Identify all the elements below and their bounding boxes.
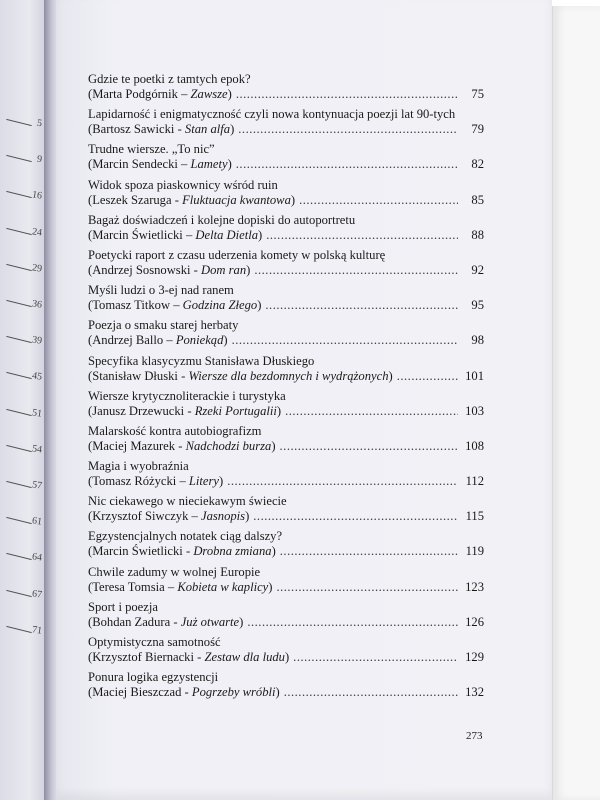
entry-author-row: [88, 193, 484, 208]
entry-title: Chwile zadumy w wolnej Europie: [88, 564, 261, 579]
entry-page-number: 98: [471, 333, 484, 348]
toc-entry: [88, 389, 484, 419]
dot-leader: [253, 509, 458, 524]
entry-author-row: [88, 580, 484, 595]
leader-fragment: [6, 264, 31, 271]
entry-title: Trudne wiersze. „To nic”: [88, 142, 215, 157]
entry-title: Magia i wyobraźnia: [88, 459, 189, 474]
book-title: Godzina Złego: [182, 298, 258, 313]
left-page-number: 61: [31, 515, 43, 528]
entry-page-number: 101: [465, 368, 484, 383]
author-name: Marcin Sendecki: [92, 157, 178, 172]
author-separator: –: [191, 509, 198, 524]
page-edge: [552, 6, 600, 800]
dot-leader: [265, 298, 458, 313]
left-page-number: 39: [31, 334, 43, 347]
entry-author: (Krzysztof Siwczyk – Jasnopis): [88, 509, 250, 524]
leader-fragment: [6, 155, 31, 162]
book-title: Litery: [188, 474, 220, 489]
leader-fragment: [6, 300, 31, 307]
entry-page-number: 123: [465, 579, 484, 594]
leader-fragment: [6, 589, 31, 596]
entry-author-row: [88, 404, 484, 419]
entry-page-number: 112: [465, 474, 484, 489]
entry-author: (Bartosz Sawicki - Stan alfa): [88, 122, 235, 137]
author-name: Bartosz Sawicki: [92, 122, 175, 137]
author-separator: -: [187, 403, 192, 418]
entry-title: Nic ciekawego w nieciekawym świecie: [88, 494, 287, 509]
entry-author-row: [88, 369, 484, 384]
author-name: Leszek Szaruga: [92, 192, 172, 207]
toc-entry: [88, 72, 484, 102]
entry-title: Wiersze krytycznoliterackie i turystyka: [88, 388, 286, 403]
dot-leader: [293, 650, 458, 665]
dot-leader: [254, 263, 458, 278]
dot-leader: [285, 404, 458, 419]
author-separator: -: [177, 122, 182, 137]
entry-page-number: 92: [471, 262, 484, 277]
entry-title: Gdzie te poetki z tamtych epok?: [88, 72, 251, 86]
entry-title: Widok spoza piaskownicy wśród ruin: [88, 177, 278, 192]
author-name: Marcin Świetlicki: [92, 544, 183, 559]
entry-page-number: 82: [471, 157, 484, 172]
book-title: Rzeki Portugalii: [194, 403, 277, 418]
book-title: Nadchodzi burza: [185, 438, 272, 453]
dot-leader: [280, 439, 458, 454]
author-name: Tomasz Różycki: [92, 474, 177, 489]
entry-page-number: 88: [471, 227, 484, 242]
entry-title: Sport i poezja: [88, 599, 158, 614]
dot-leader: [232, 333, 458, 348]
dot-leader: [276, 580, 458, 595]
entry-author: (Tomasz Różycki – Litery): [88, 474, 224, 489]
author-name: Marcin Świetlicki: [92, 227, 183, 242]
toc-entry: [88, 107, 484, 137]
entry-author: (Andrzej Ballo – Poniekąd): [88, 333, 228, 348]
entry-author-row: [88, 333, 484, 348]
book-title: Stan alfa: [184, 122, 231, 137]
left-page-number: 54: [31, 443, 43, 456]
leader-fragment: [6, 517, 31, 524]
left-page-number: 67: [31, 587, 43, 601]
entry-page-number: 75: [471, 87, 484, 101]
entry-author-row: [88, 263, 484, 278]
entry-author: (Leszek Szaruga - Fluktuacja kwantowa): [88, 192, 296, 207]
entry-author-row: [88, 650, 484, 665]
toc-entry: [88, 213, 484, 243]
entry-author: (Stanisław Dłuski - Wiersze dla bezdomnych i wydrążonych): [88, 368, 393, 383]
toc-entry: [88, 318, 484, 348]
entry-page-number: 85: [471, 192, 484, 207]
author-separator: –: [179, 474, 186, 489]
author-name: Krzysztof Siwczyk: [92, 509, 189, 524]
author-separator: –: [181, 87, 188, 101]
book-title: Pogrzeby wróbli: [191, 685, 276, 700]
dot-leader: [238, 122, 458, 137]
entry-author: (Janusz Drzewucki - Rzeki Portugalii): [88, 403, 282, 418]
entry-page-number: 108: [465, 438, 484, 453]
toc-entry: [88, 635, 484, 665]
entry-page-number: 132: [465, 685, 484, 700]
leader-fragment: [6, 227, 31, 234]
author-name: Krzysztof Biernacki: [92, 650, 194, 664]
page-number: 273: [466, 730, 483, 742]
left-page-number: 71: [31, 624, 43, 637]
entry-author-row: [88, 544, 484, 559]
entry-author: (Tomasz Titkow – Godzina Złego): [88, 298, 262, 313]
entry-author: (Andrzej Sosnowski - Dom ran): [88, 262, 251, 277]
entry-author-row: [88, 298, 484, 313]
leader-fragment: [6, 408, 31, 415]
book-title: Dom ran: [201, 262, 247, 277]
author-name: Teresa Tomsia: [92, 579, 165, 594]
toc-entry: [88, 494, 484, 524]
book-title: Drobna zmiana: [193, 544, 272, 559]
author-separator: –: [173, 298, 180, 313]
author-separator: –: [185, 227, 193, 242]
author-separator: -: [174, 192, 179, 207]
table-of-contents: [88, 72, 484, 705]
toc-entry: [88, 283, 484, 313]
leader-fragment: [6, 336, 31, 343]
left-page-number: 24: [31, 225, 43, 239]
entry-author-row: [88, 87, 484, 102]
author-name: Marta Podgórnik: [92, 87, 178, 101]
leader-fragment: [6, 553, 31, 560]
book-title: Fluktuacja kwantowa: [182, 192, 291, 207]
toc-entry: [88, 600, 484, 630]
entry-author: (Maciej Mazurek - Nadchodzi burza): [88, 438, 276, 453]
entry-title: Malarskość kontra autobiografizm: [88, 423, 262, 438]
author-name: Maciej Bieszczad: [92, 685, 182, 700]
left-page: [0, 0, 48, 800]
entry-author-row: [88, 228, 484, 243]
book-title: Poniekąd: [175, 333, 224, 348]
entry-author: (Marcin Sendecki – Lamety): [88, 157, 232, 172]
author-separator: –: [167, 579, 175, 594]
book-title: Delta Dietla: [195, 227, 259, 242]
dot-leader: [266, 228, 458, 243]
author-name: Bohdan Zadura: [92, 614, 171, 629]
toc-entry: [88, 529, 484, 559]
book-title: Zawsze: [190, 87, 228, 101]
entry-page-number: 115: [465, 509, 484, 524]
dot-leader: [280, 544, 458, 559]
entry-title: Poezja o smaku starej herbaty: [88, 318, 239, 333]
book-title: Lamety: [190, 157, 228, 172]
entry-page-number: 95: [471, 298, 484, 313]
dot-leader: [236, 87, 458, 102]
toc-entry: [88, 424, 484, 454]
left-page-number: 45: [31, 370, 43, 384]
entry-author: (Marcin Świetlicki – Delta Dietla): [88, 227, 263, 242]
left-page-number: 29: [31, 262, 43, 275]
entry-page-number: 79: [471, 122, 484, 137]
dot-leader: [397, 369, 458, 384]
dot-leader: [299, 193, 458, 208]
book-title: Wiersze dla bezdomnych i wydrążonych: [188, 368, 389, 383]
author-separator: -: [197, 650, 202, 664]
left-page-number: 16: [31, 189, 43, 203]
entry-author: (Marcin Świetlicki - Drobna zmiana): [88, 544, 276, 559]
leader-fragment: [6, 481, 31, 488]
leader-fragment: [6, 191, 31, 198]
entry-author-row: [88, 509, 484, 524]
entry-page-number: 126: [465, 614, 484, 629]
entry-title: Ponura logika egzystencji: [88, 670, 219, 685]
author-separator: -: [181, 368, 186, 383]
entry-author: (Krzysztof Biernacki - Zestaw dla ludu): [88, 650, 290, 664]
dot-leader: [236, 157, 458, 172]
left-page-number: 9: [36, 153, 43, 166]
entry-title: Egzystencjalnych notatek ciąg dalszy?: [88, 529, 283, 544]
author-separator: –: [166, 333, 173, 348]
entry-author-row: [88, 122, 484, 137]
author-name: Andrzej Sosnowski: [92, 262, 191, 277]
author-name: Janusz Drzewucki: [92, 403, 185, 418]
entry-author: (Maciej Bieszczad - Pogrzeby wróbli): [88, 685, 280, 700]
book-title: Już otwarte: [180, 614, 240, 629]
book-title: Jasnopis: [201, 509, 246, 524]
entry-author: (Bohdan Zadura - Już otwarte): [88, 614, 244, 629]
entry-title: Bagaż doświadczeń i kolejne dopiski do autoportretu: [88, 212, 356, 227]
entry-title: Poetycki raport z czasu uderzenia komety w polską kulturę: [88, 247, 386, 262]
author-separator: –: [181, 157, 188, 172]
leader-fragment: [6, 445, 31, 452]
entry-author-row: [88, 615, 484, 630]
left-page-number: 64: [31, 551, 43, 565]
left-page-number: 57: [31, 479, 43, 492]
entry-author-row: [88, 474, 484, 489]
book-title: Zestaw dla ludu: [204, 650, 285, 664]
entry-title: Myśli ludzi o 3-ej nad ranem: [88, 283, 234, 298]
entry-title: Specyfika klasycyzmu Stanisława Dłuskiego: [88, 353, 315, 368]
left-page-number: 36: [31, 298, 43, 311]
toc-entry: [88, 670, 484, 700]
author-name: Stanisław Dłuski: [92, 368, 178, 383]
leader-fragment: [6, 119, 31, 126]
entry-page-number: 129: [465, 650, 484, 664]
book-title: Kobieta w kaplicy: [177, 579, 269, 594]
entry-author: (Marta Podgórnik – Zawsze): [88, 87, 232, 101]
author-separator: -: [178, 438, 183, 453]
leader-fragment: [6, 372, 31, 379]
toc-entry: [88, 354, 484, 384]
entry-title: Optymistyczna samotność: [88, 635, 221, 649]
toc-entry: [88, 565, 484, 595]
entry-author: (Teresa Tomsia – Kobieta w kaplicy): [88, 579, 273, 594]
entry-author-row: [88, 685, 484, 700]
author-name: Andrzej Ballo: [92, 333, 164, 348]
entry-author-row: [88, 439, 484, 454]
toc-entry: [88, 459, 484, 489]
entry-author-row: [88, 157, 484, 172]
toc-entry: [88, 142, 484, 172]
toc-entry: [88, 178, 484, 208]
left-page-number: 51: [31, 406, 43, 420]
author-name: Maciej Mazurek: [92, 438, 176, 453]
dot-leader: [227, 474, 458, 489]
leader-fragment: [6, 626, 31, 633]
entry-page-number: 103: [465, 403, 484, 418]
author-name: Tomasz Titkow: [92, 298, 171, 313]
author-separator: -: [184, 685, 189, 700]
author-separator: -: [185, 544, 191, 559]
author-separator: -: [193, 262, 198, 277]
dot-leader: [247, 615, 458, 630]
left-page-number: 5: [36, 117, 43, 130]
toc-entry: [88, 248, 484, 278]
entry-page-number: 119: [465, 544, 484, 559]
author-separator: -: [173, 614, 178, 629]
dot-leader: [284, 685, 458, 700]
entry-title: Lapidarność i enigmatyczność czyli nowa kontynuacja poezji lat 90-tych: [88, 107, 456, 122]
